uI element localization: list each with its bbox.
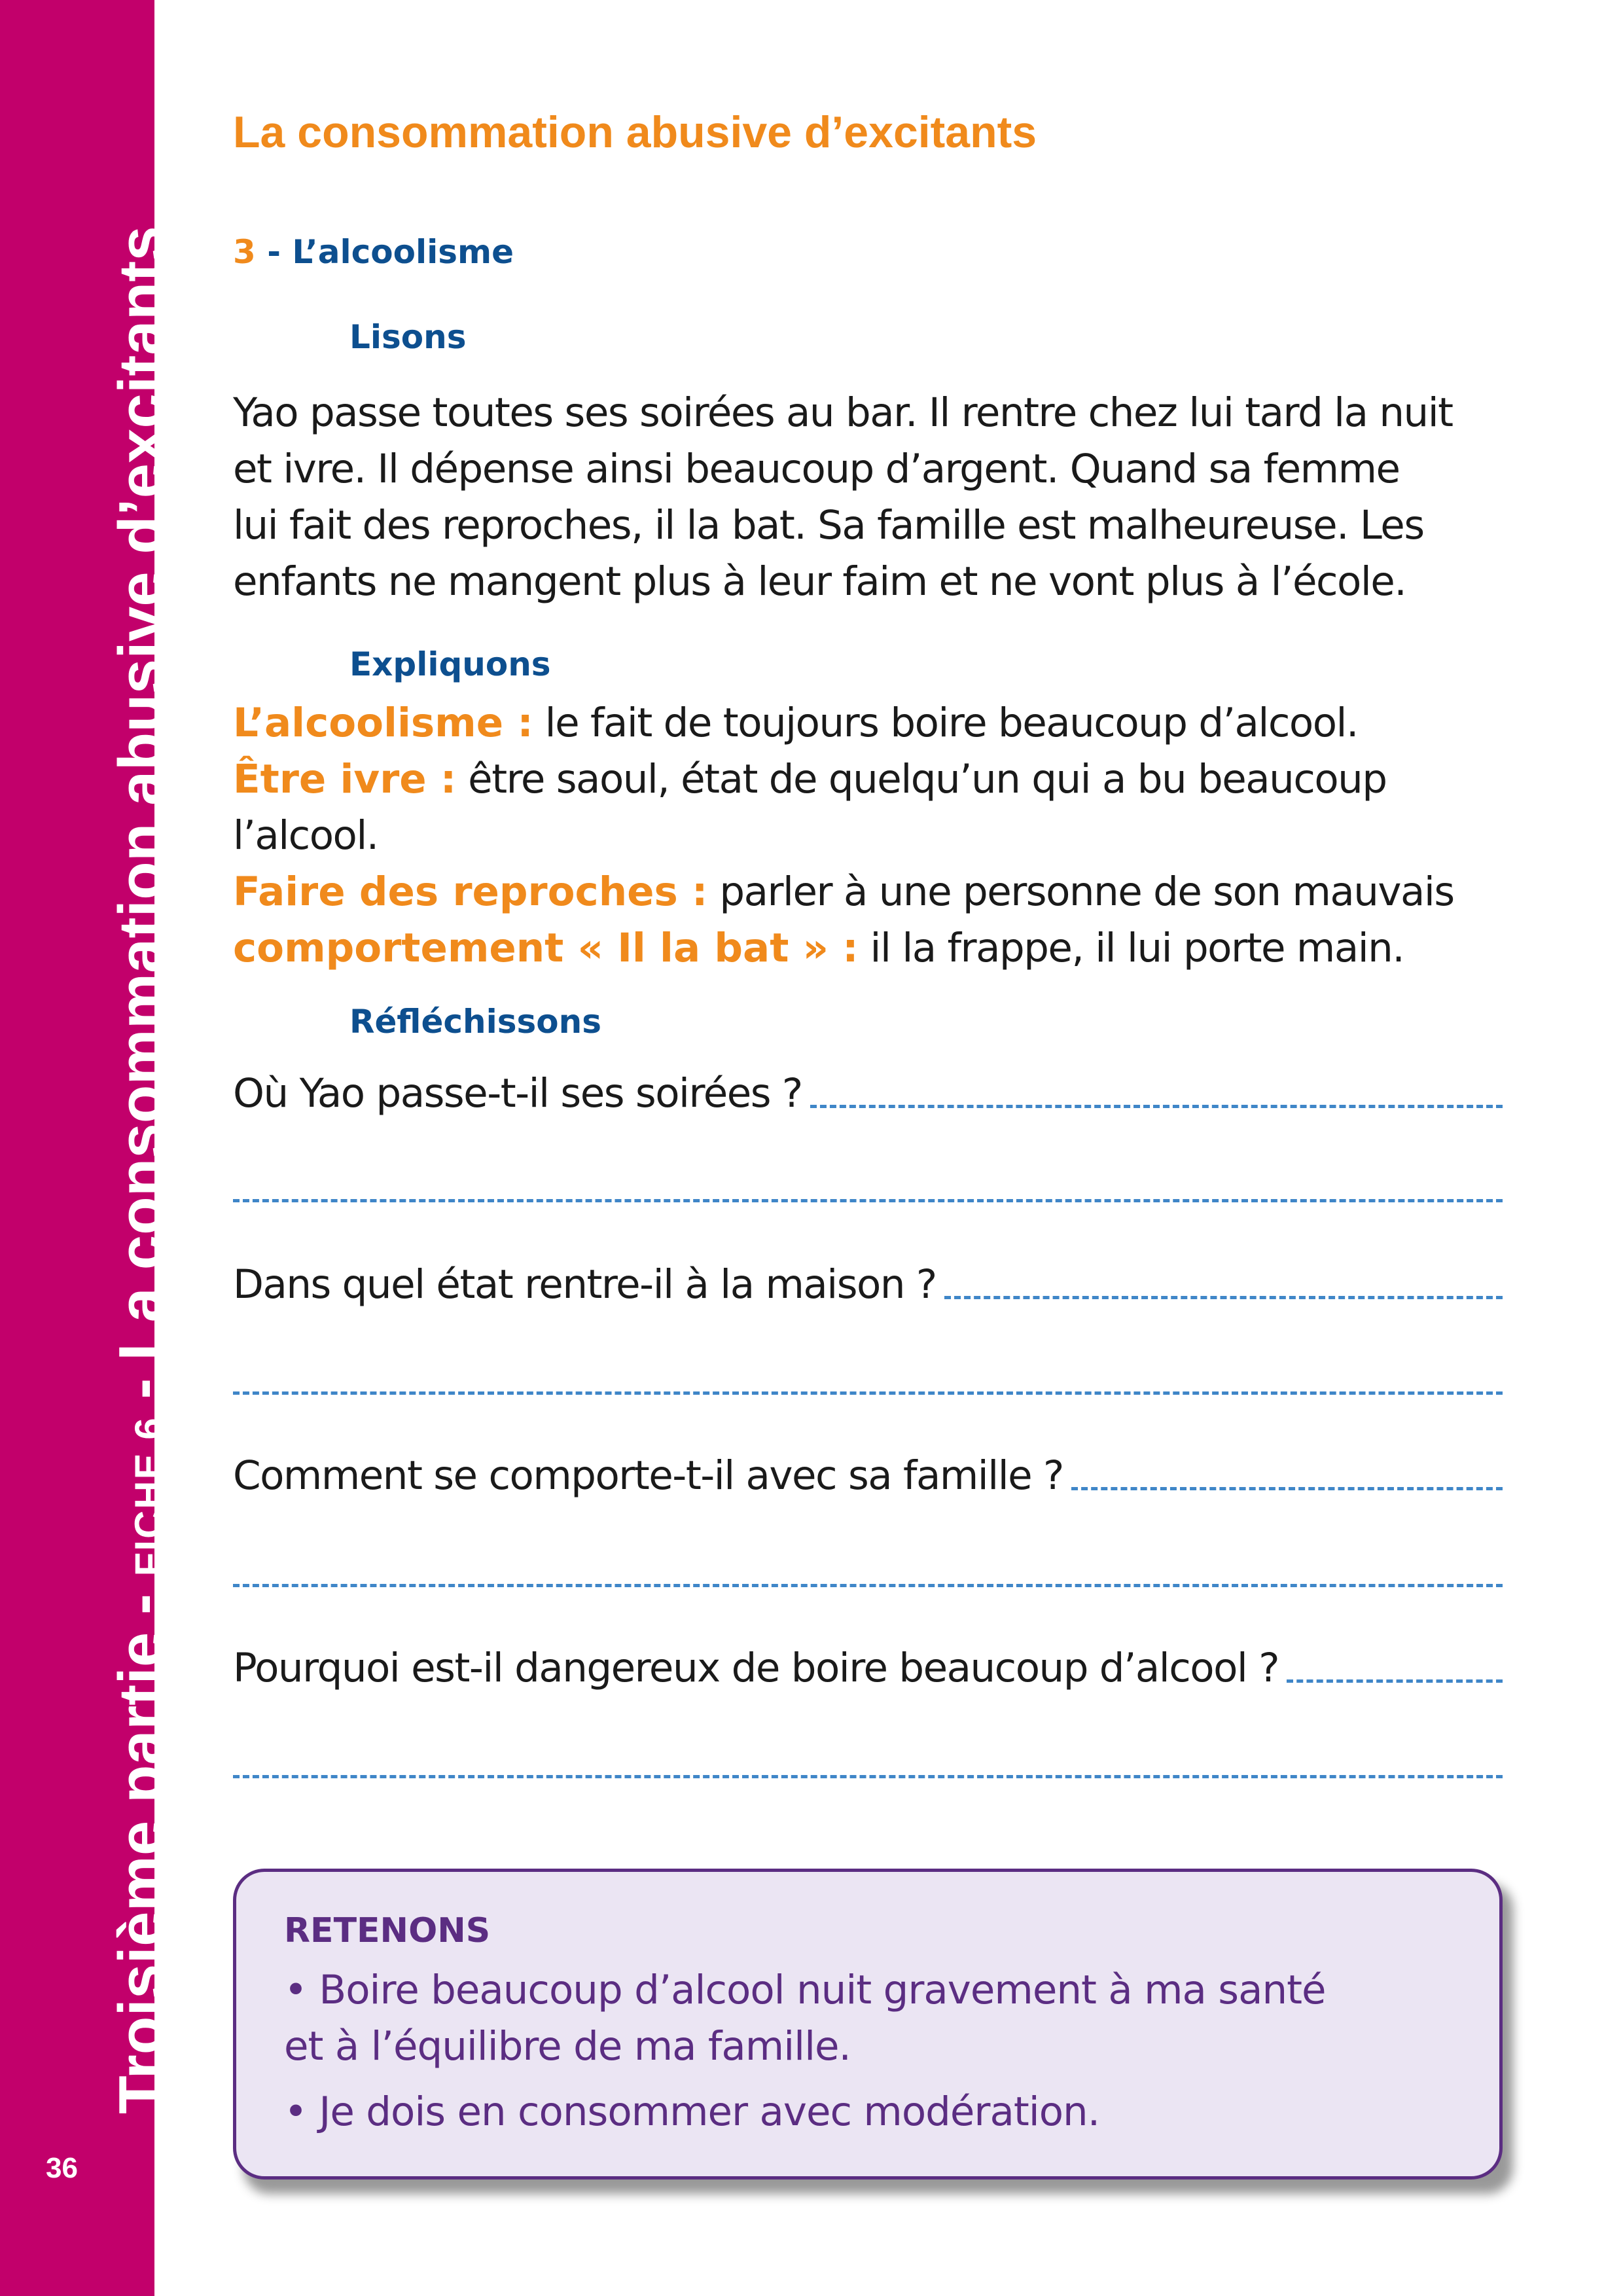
sidebar-title-fiche: FICHE 6 — [127, 1416, 171, 1577]
section-title — [233, 233, 514, 271]
lisons-text — [233, 385, 1509, 610]
reflechissons-heading: Réfléchissons — [349, 1003, 601, 1041]
definition-item — [233, 864, 1509, 920]
retenons-item: • Je dois en consommer avec modération. — [284, 2089, 1100, 2135]
definition-term: Faire des reproches : — [233, 869, 708, 915]
page-title: La consommation abusive d’excitants — [233, 107, 1037, 157]
answer-line[interactable] — [233, 1199, 1503, 1202]
question-text: Où Yao passe-t-il ses soirées ? — [233, 1070, 802, 1117]
answer-line[interactable] — [233, 1584, 1503, 1587]
section-separator: - — [255, 233, 293, 271]
definition-item — [233, 751, 1509, 808]
definition-text: il la frappe, il lui porte main. — [858, 925, 1404, 971]
question-text: Pourquoi est-il dangereux de boire beaucoup d’alcool ? — [233, 1645, 1279, 1691]
definition-text: parler à une personne de son mauvais — [707, 869, 1454, 915]
definitions-list — [233, 695, 1509, 977]
answer-line[interactable] — [1287, 1679, 1503, 1683]
retenons-item: et à l’équilibre de ma famille. — [284, 2023, 851, 2070]
retenons-heading: RETENONS — [284, 1911, 491, 1950]
definition-text: être saoul, état de quelqu’un qui a bu beaucoup — [456, 756, 1387, 802]
question-text: Dans quel état rentre-il à la maison ? — [233, 1261, 936, 1308]
lisons-line: et ivre. Il dépense ainsi beaucoup d’argent. Quand sa femme — [233, 446, 1400, 492]
page-number: 36 — [46, 2152, 78, 2184]
sidebar-title — [106, 226, 176, 2114]
sidebar-title-part1: Troisième partie - — [106, 1576, 176, 2114]
question-row — [233, 1452, 1503, 1499]
answer-line[interactable] — [233, 1775, 1503, 1778]
answer-line[interactable] — [810, 1105, 1503, 1108]
section-label: L’alcoolisme — [292, 233, 514, 271]
definition-term: Être ivre : — [233, 756, 457, 802]
definition-item — [233, 808, 1509, 864]
answer-line[interactable] — [1071, 1487, 1503, 1490]
definition-text: l’alcool. — [233, 812, 378, 859]
answer-line[interactable] — [944, 1296, 1503, 1299]
definition-term: comportement « Il la bat » : — [233, 925, 859, 971]
sidebar-title-part2: - La consommation abusive d’excitants — [106, 226, 176, 1417]
definition-text: le fait de toujours boire beaucoup d’alcool. — [533, 700, 1358, 746]
lisons-heading: Lisons — [349, 318, 467, 356]
lisons-line: lui fait des reproches, il la bat. Sa famille est malheureuse. Les — [233, 502, 1424, 548]
question-row — [233, 1645, 1503, 1691]
question-row — [233, 1261, 1503, 1308]
answer-line[interactable] — [233, 1391, 1503, 1395]
question-row — [233, 1070, 1503, 1117]
lisons-line: enfants ne mangent plus à leur faim et ne vont plus à l’école. — [233, 558, 1406, 605]
retenons-item: • Boire beaucoup d’alcool nuit gravement à ma santé — [284, 1967, 1326, 2013]
definition-item — [233, 695, 1509, 751]
definition-term: L’alcoolisme : — [233, 700, 533, 746]
question-text: Comment se comporte-t-il avec sa famille ? — [233, 1452, 1063, 1499]
expliquons-heading: Expliquons — [349, 645, 551, 683]
section-number: 3 — [233, 233, 256, 271]
lisons-line: Yao passe toutes ses soirées au bar. Il rentre chez lui tard la nuit — [233, 389, 1453, 436]
definition-item — [233, 920, 1509, 977]
